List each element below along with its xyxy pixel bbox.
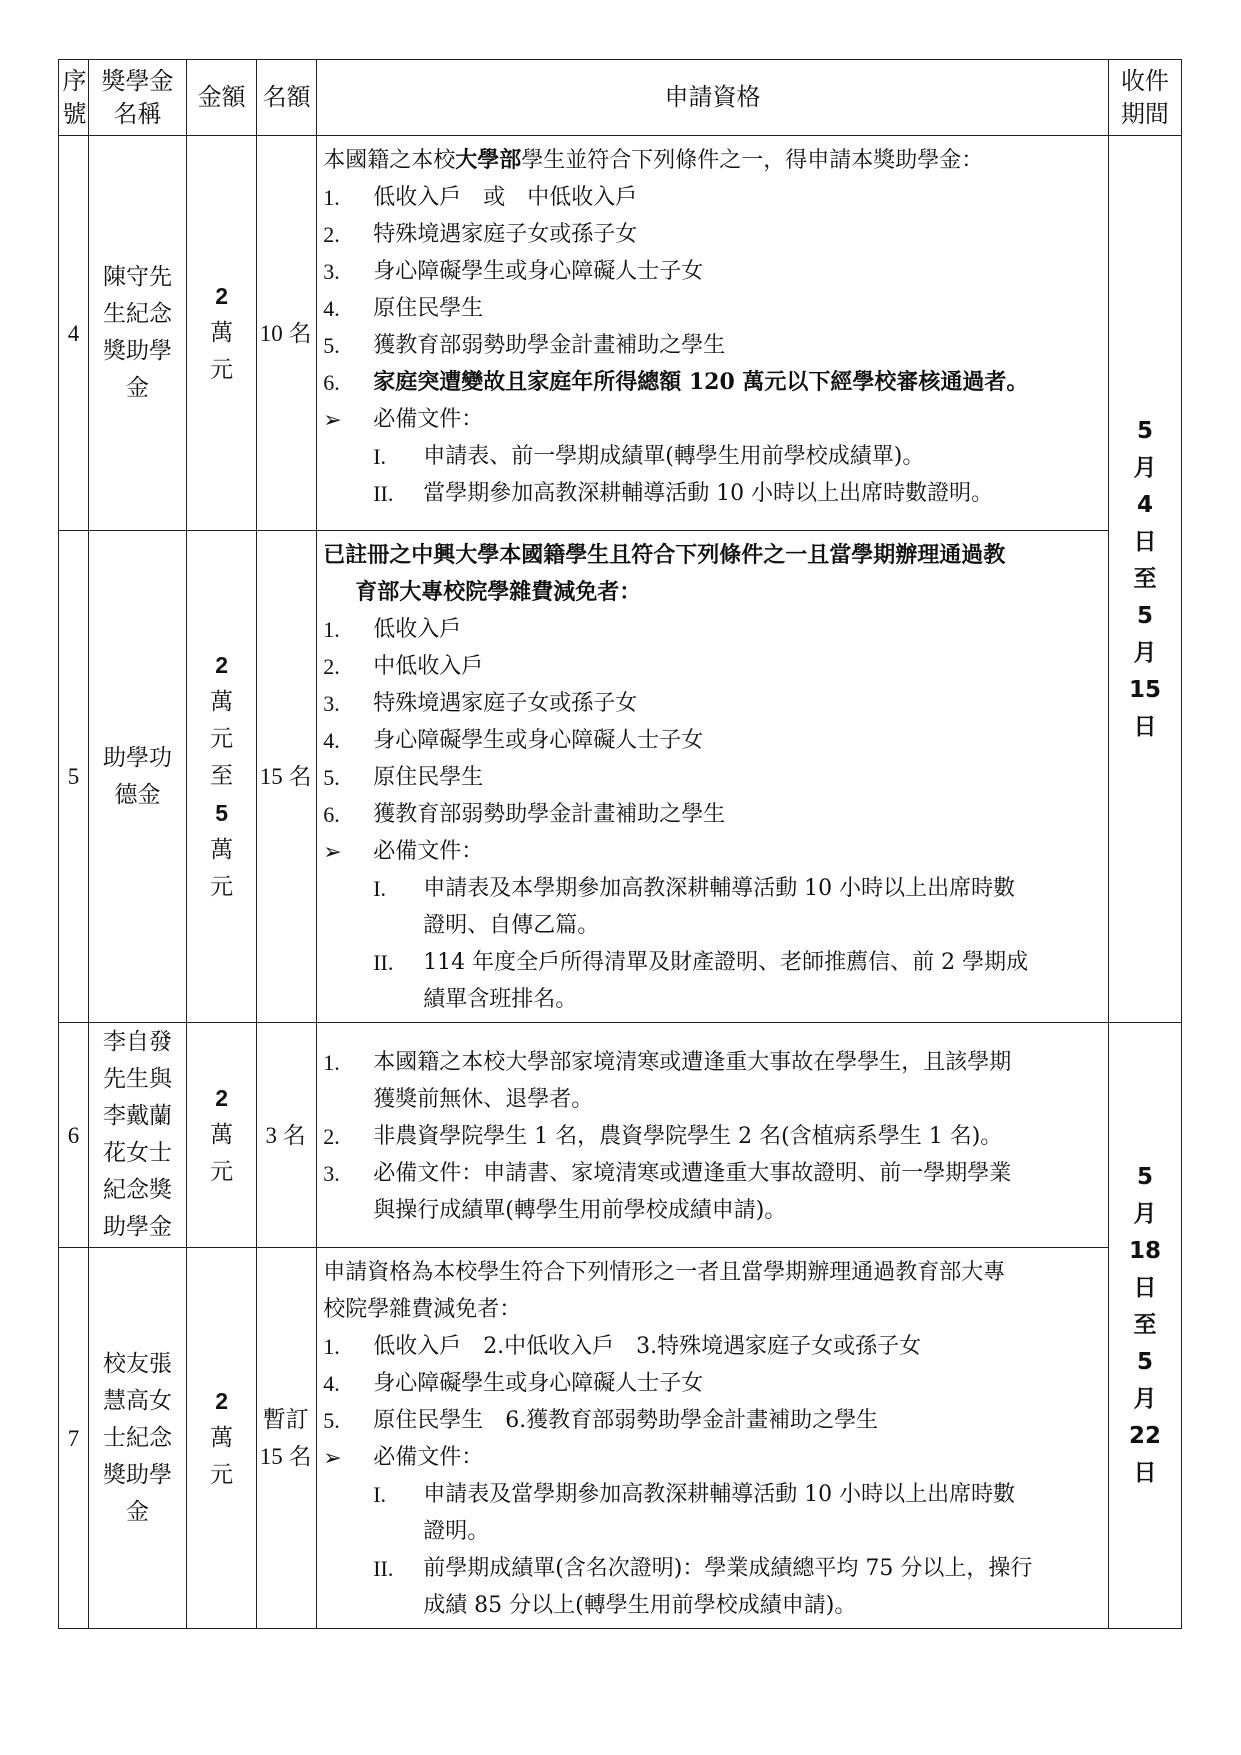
row-seq: 7	[59, 1248, 89, 1629]
row-seq: 5	[59, 531, 89, 1023]
table-row	[59, 136, 1182, 531]
header-seq: 序號	[59, 60, 89, 136]
arrow-icon: ➢	[323, 407, 342, 432]
arrow-icon: ➢	[323, 839, 342, 864]
quota: 10 名	[257, 136, 317, 531]
scholarship-name: 陳守先 生紀念 獎助學 金	[89, 136, 187, 531]
header-period: 收件期間	[1108, 60, 1181, 136]
collection-period: 5 月 4 日 至 5 月 15 日	[1108, 136, 1181, 1023]
header-quota: 名額	[257, 60, 317, 136]
scholarship-table	[58, 59, 1182, 1629]
header-requirements: 申請資格	[317, 60, 1109, 136]
scholarship-name: 助學功 德金	[89, 531, 187, 1023]
scholarship-name: 李自發 先生與 李戴蘭 花女士 紀念獎 助學金	[89, 1023, 187, 1248]
header-name: 獎學金名稱	[89, 60, 187, 136]
table-row	[59, 1023, 1182, 1248]
quota: 3 名	[257, 1023, 317, 1248]
amount: 2 萬 元 至 5 萬 元	[187, 531, 257, 1023]
requirements: 1. 本國籍之本校大學部家境清寒或遭逢重大事故在學學生，且該學期 獲獎前無休、退學者。 2. 非農資學院學生 1 名，農資學院學生 2 名(含植病系學生 1 名)。 3. 必備文件：申請書、家境清寒或遭逢重大事故證明、前一學期學業 與操行成績單(轉學生用前學校成績申請)。	[317, 1023, 1109, 1248]
table-row	[59, 1248, 1182, 1629]
row-seq: 6	[59, 1023, 89, 1248]
quota: 15 名	[257, 531, 317, 1023]
requirements: 已註冊之中興大學本國籍學生且符合下列條件之一且當學期辦理通過教 育部大專校院學雜費減免者： 1. 低收入戶 2. 中低收入戶 3. 特殊境遇家庭子女或孫子女 4. 身心障礙學生或身心障礙人士子女 5. 原住民學生 6. 獲教育部弱勢助學金計畫補助之學生 ➢ 必備文件： I. 申請表及本學期參加高教深耕輔導活動 10 小時以上出席時數 證明、自傳乙篇。 II. 114 年度全戶所得清單及財產證明、老師推薦信、前 2 學期成 績單含班排名。	[317, 531, 1109, 1023]
quota: 暫訂 15 名	[257, 1248, 317, 1629]
amount: 2 萬 元	[187, 1023, 257, 1248]
amount: 2 萬 元	[187, 136, 257, 531]
header-amount: 金額	[187, 60, 257, 136]
requirements: 申請資格為本校學生符合下列情形之一者且當學期辦理通過教育部大專 校院學雜費減免者： 1. 低收入戶 2.中低收入戶 3.特殊境遇家庭子女或孫子女 4. 身心障礙學生或身心障礙人士子女 5. 原住民學生 6.獲教育部弱勢助學金計畫補助之學生 ➢ 必備文件： I. 申請表及當學期參加高教深耕輔導活動 10 小時以上出席時數 證明。 II. 前學期成績單(含名次證明)：學業成績總平均 75 分以上，操行 成績 85 分以上(轉學生用前學校成績申請)。	[317, 1248, 1109, 1629]
amount: 2 萬 元	[187, 1248, 257, 1629]
arrow-icon: ➢	[323, 1445, 342, 1470]
collection-period: 5 月 18 日 至 5 月 22 日	[1108, 1023, 1181, 1629]
header-row	[59, 60, 1182, 136]
requirements: 本國籍之本校大學部學生並符合下列條件之一，得申請本獎助學金： 1. 低收入戶 或 中低收入戶 2. 特殊境遇家庭子女或孫子女 3. 身心障礙學生或身心障礙人士子女 4. 原住民學生 5. 獲教育部弱勢助學金計畫補助之學生 6. 家庭突遭變故且家庭年所得總額 120 萬元以下經學校審核通過者。 ➢ 必備文件： I. 申請表、前一學期成績單(轉學生用前學校成績單)。 II. 當學期參加高教深耕輔導活動 10 小時以上出席時數證明。	[317, 136, 1109, 531]
table-row	[59, 531, 1182, 1023]
scholarship-name: 校友張 慧高女 士紀念 獎助學 金	[89, 1248, 187, 1629]
row-seq: 4	[59, 136, 89, 531]
